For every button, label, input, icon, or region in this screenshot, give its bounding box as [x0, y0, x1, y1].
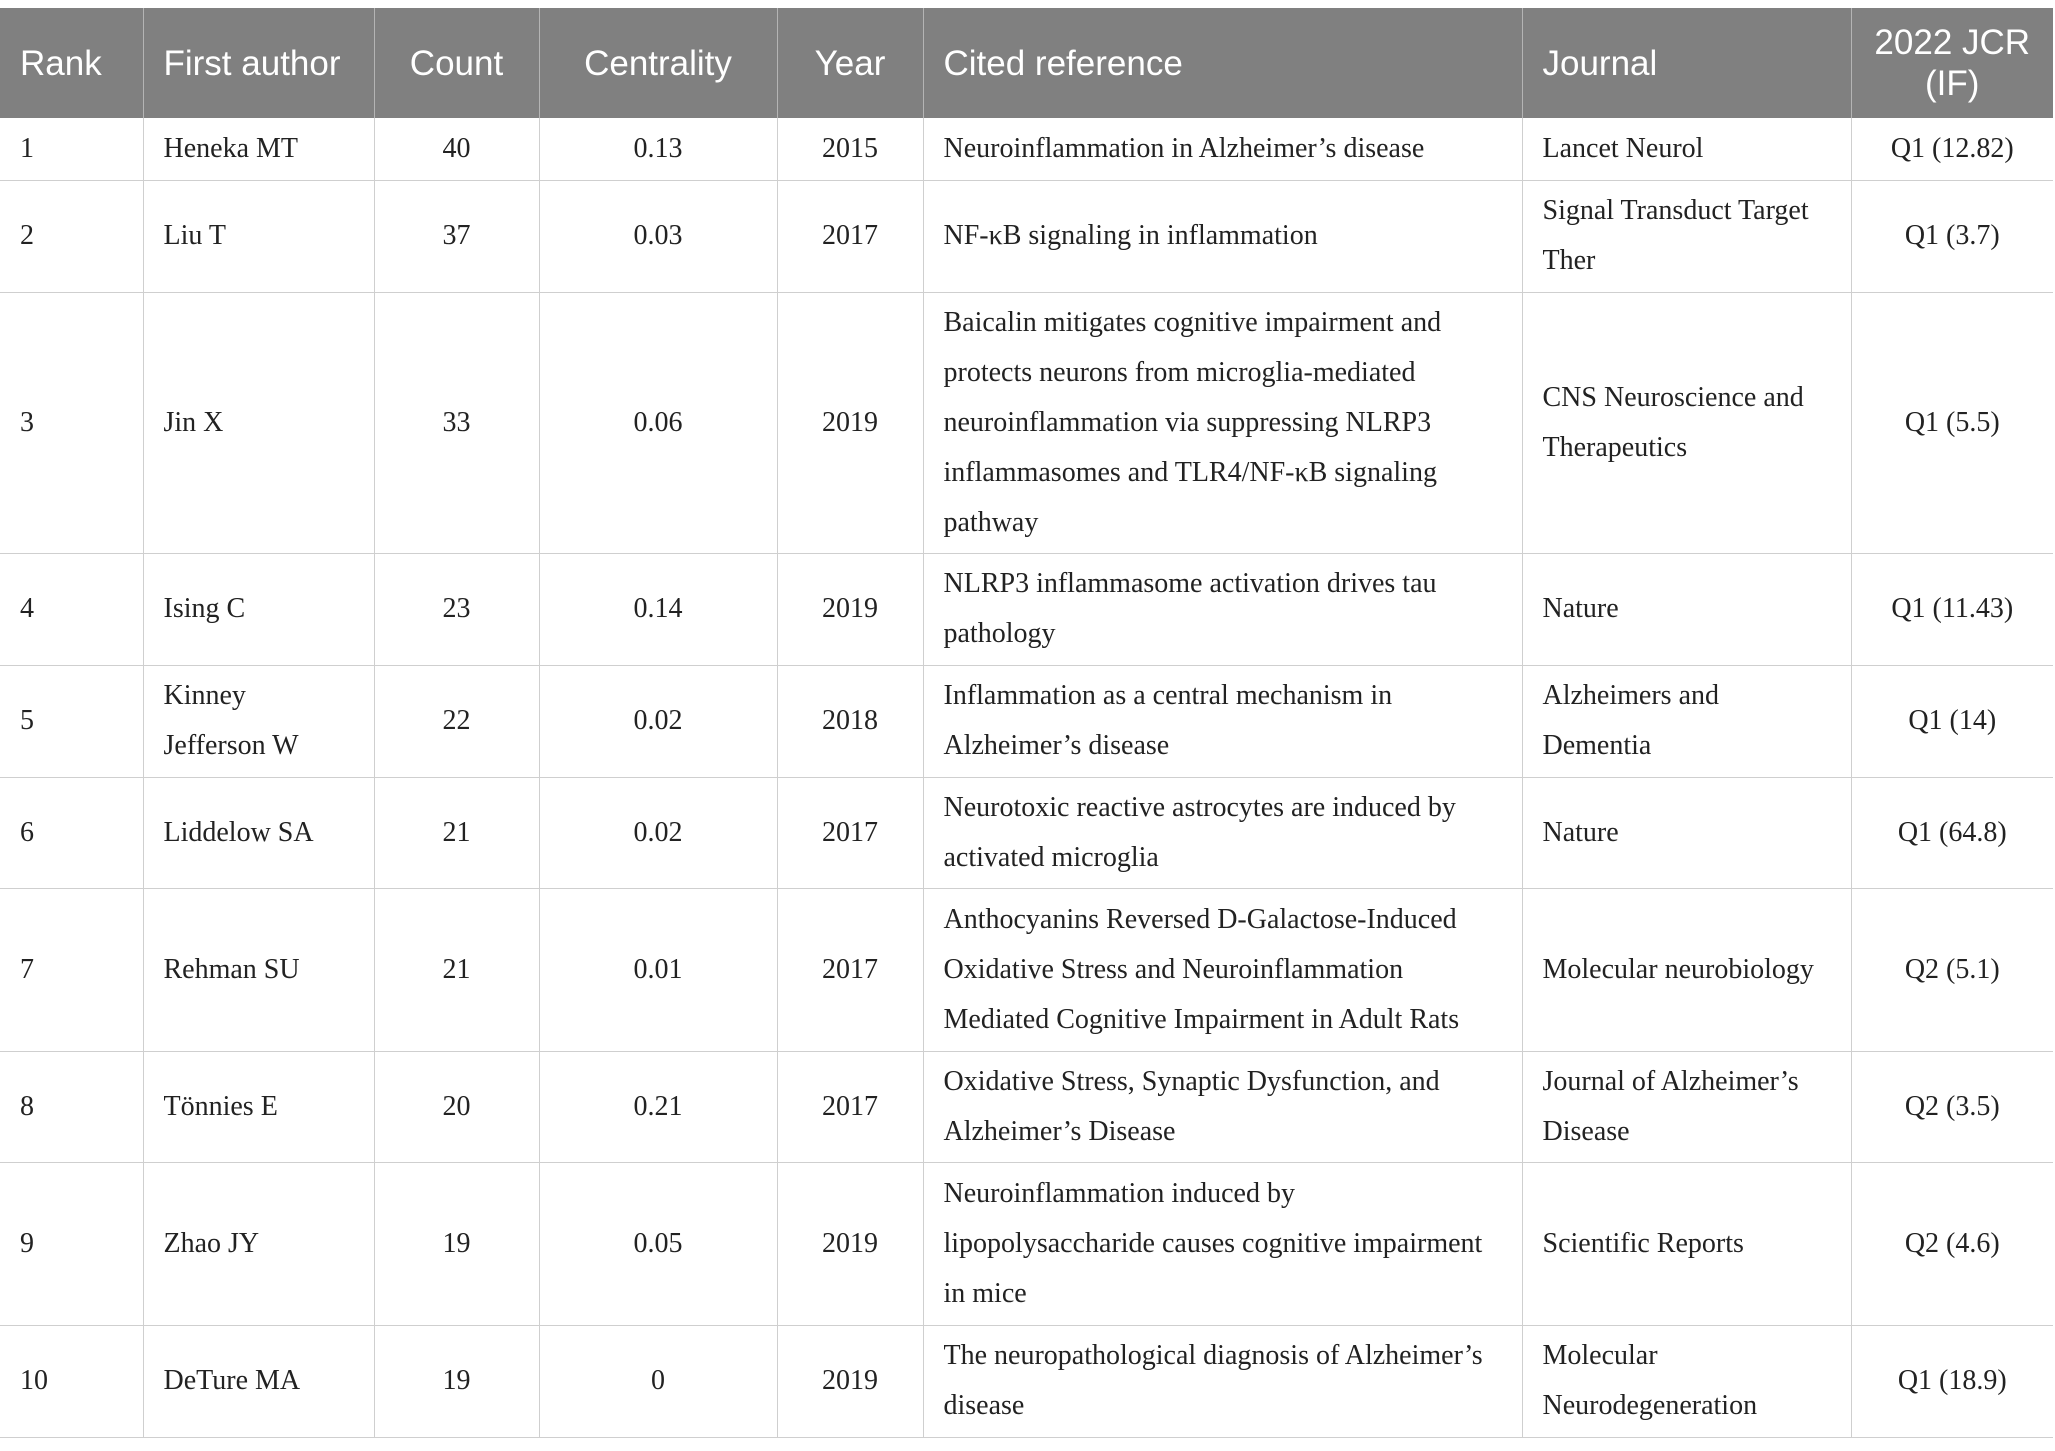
cell-journal: Nature	[1522, 777, 1851, 888]
cell-count: 21	[374, 888, 539, 1051]
cell-journal: Alzheimers and Dementia	[1522, 665, 1851, 777]
header-row	[0, 8, 2053, 118]
cell-first-author: Heneka MT	[143, 118, 374, 180]
cell-jcr: Q1 (5.5)	[1851, 292, 2053, 553]
cell-first-author: Kinney Jefferson W	[143, 665, 374, 777]
cell-centrality: 0.05	[539, 1162, 777, 1325]
cell-cited-reference: Inflammation as a central mechanism in Alzheimer’s disease	[923, 665, 1522, 777]
cell-count: 37	[374, 180, 539, 292]
header-count: Count	[374, 8, 539, 118]
cell-cited-reference: Neurotoxic reactive astrocytes are induced by activated microglia	[923, 777, 1522, 888]
cell-year: 2019	[777, 1325, 923, 1437]
cell-cited-reference: The neuropathological diagnosis of Alzheimer’s disease	[923, 1325, 1522, 1437]
table-row	[0, 777, 2053, 888]
cell-count: 23	[374, 553, 539, 665]
cell-centrality: 0.21	[539, 1051, 777, 1162]
table-row	[0, 118, 2053, 180]
cell-first-author: Liu T	[143, 180, 374, 292]
cell-count: 19	[374, 1162, 539, 1325]
table-row	[0, 292, 2053, 553]
cell-journal: Journal of Alzheimer’s Disease	[1522, 1051, 1851, 1162]
cell-centrality: 0.14	[539, 553, 777, 665]
table-body	[0, 118, 2053, 1437]
cell-cited-reference: Oxidative Stress, Synaptic Dysfunction, and Alzheimer’s Disease	[923, 1051, 1522, 1162]
table-row	[0, 553, 2053, 665]
table-row	[0, 180, 2053, 292]
cell-first-author: Zhao JY	[143, 1162, 374, 1325]
cited-references-table	[0, 8, 2053, 1438]
cell-first-author: Tönnies E	[143, 1051, 374, 1162]
cell-rank: 7	[0, 888, 143, 1051]
cell-cited-reference: NLRP3 inflammasome activation drives tau pathology	[923, 553, 1522, 665]
cell-cited-reference: Baicalin mitigates cognitive impairment and protects neurons from microglia-mediated neuroinflammation via suppressing NLRP3 inflammasomes and TLR4/NF-κB signaling pathway	[923, 292, 1522, 553]
cell-cited-reference: Anthocyanins Reversed D-Galactose-Induced Oxidative Stress and Neuroinflammation Mediated Cognitive Impairment in Adult Rats	[923, 888, 1522, 1051]
table-row	[0, 888, 2053, 1051]
table-row	[0, 665, 2053, 777]
cell-jcr: Q2 (5.1)	[1851, 888, 2053, 1051]
cell-first-author: Rehman SU	[143, 888, 374, 1051]
cell-year: 2019	[777, 1162, 923, 1325]
cell-jcr: Q1 (64.8)	[1851, 777, 2053, 888]
cell-centrality: 0.02	[539, 777, 777, 888]
cell-year: 2018	[777, 665, 923, 777]
header-centrality: Centrality	[539, 8, 777, 118]
cell-centrality: 0	[539, 1325, 777, 1437]
cell-year: 2017	[777, 1051, 923, 1162]
cell-year: 2015	[777, 118, 923, 180]
cell-centrality: 0.06	[539, 292, 777, 553]
cell-first-author: Liddelow SA	[143, 777, 374, 888]
cell-jcr: Q1 (11.43)	[1851, 553, 2053, 665]
cell-rank: 6	[0, 777, 143, 888]
cell-rank: 5	[0, 665, 143, 777]
cell-jcr: Q1 (12.82)	[1851, 118, 2053, 180]
cell-count: 21	[374, 777, 539, 888]
header-first-author: First author	[143, 8, 374, 118]
cell-jcr: Q2 (4.6)	[1851, 1162, 2053, 1325]
cell-rank: 4	[0, 553, 143, 665]
cell-year: 2017	[777, 777, 923, 888]
cell-year: 2019	[777, 292, 923, 553]
cell-journal: Signal Transduct Target Ther	[1522, 180, 1851, 292]
cell-cited-reference: NF-κB signaling in inflammation	[923, 180, 1522, 292]
cell-cited-reference: Neuroinflammation in Alzheimer’s disease	[923, 118, 1522, 180]
cell-rank: 8	[0, 1051, 143, 1162]
cell-jcr: Q2 (3.5)	[1851, 1051, 2053, 1162]
cell-centrality: 0.01	[539, 888, 777, 1051]
cell-journal: Nature	[1522, 553, 1851, 665]
cell-count: 19	[374, 1325, 539, 1437]
cell-count: 40	[374, 118, 539, 180]
cell-journal: CNS Neuroscience and Therapeutics	[1522, 292, 1851, 553]
cell-cited-reference: Neuroinflammation induced by lipopolysaccharide causes cognitive impairment in mice	[923, 1162, 1522, 1325]
cell-year: 2019	[777, 553, 923, 665]
cell-count: 20	[374, 1051, 539, 1162]
cell-centrality: 0.03	[539, 180, 777, 292]
table-header	[0, 8, 2053, 118]
table-row	[0, 1162, 2053, 1325]
cell-rank: 2	[0, 180, 143, 292]
cell-year: 2017	[777, 180, 923, 292]
cell-journal: Lancet Neurol	[1522, 118, 1851, 180]
cell-rank: 10	[0, 1325, 143, 1437]
cell-first-author: Ising C	[143, 553, 374, 665]
header-jcr: 2022 JCR (IF)	[1874, 23, 2031, 103]
cell-rank: 3	[0, 292, 143, 553]
cell-count: 33	[374, 292, 539, 553]
cell-jcr: Q1 (18.9)	[1851, 1325, 2053, 1437]
cell-year: 2017	[777, 888, 923, 1051]
cell-centrality: 0.13	[539, 118, 777, 180]
cell-journal: Scientific Reports	[1522, 1162, 1851, 1325]
cell-rank: 9	[0, 1162, 143, 1325]
header-year: Year	[777, 8, 923, 118]
cell-journal: Molecular neurobiology	[1522, 888, 1851, 1051]
cell-journal: Molecular Neurodegeneration	[1522, 1325, 1851, 1437]
cell-jcr: Q1 (14)	[1851, 665, 2053, 777]
cell-jcr: Q1 (3.7)	[1851, 180, 2053, 292]
header-rank: Rank	[0, 8, 143, 118]
cell-centrality: 0.02	[539, 665, 777, 777]
cell-first-author: Jin X	[143, 292, 374, 553]
cell-count: 22	[374, 665, 539, 777]
header-cited-reference: Cited reference	[923, 8, 1522, 118]
header-journal: Journal	[1522, 8, 1851, 118]
table-row	[0, 1051, 2053, 1162]
cell-rank: 1	[0, 118, 143, 180]
cell-first-author: DeTure MA	[143, 1325, 374, 1437]
table-row	[0, 1325, 2053, 1437]
